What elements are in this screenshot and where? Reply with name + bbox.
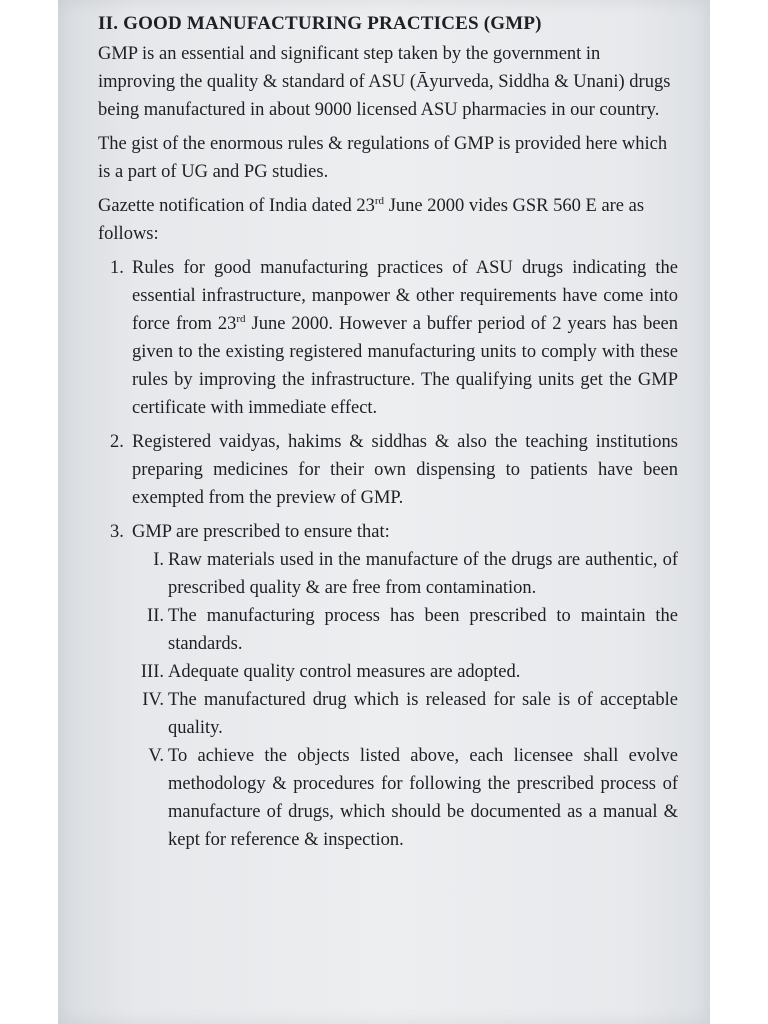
list-item-3 — [98, 518, 678, 854]
sub-item — [132, 658, 678, 686]
rules-list — [98, 254, 678, 854]
item-1-text-before: Rules for good manufacturing practices of ASU drugs indicating the essential infrastructure, manpower & other requirements have come into force from 23 — [132, 258, 678, 334]
item-1-ordinal: rd — [236, 312, 246, 325]
list-item-2 — [98, 428, 678, 512]
list-item-1 — [98, 254, 678, 422]
roman-number: IV. — [142, 690, 164, 710]
intro-paragraph-1: GMP is an essential and significant step taken by the government in improving the quality & standard of ASU (Āyurveda, Siddha & Unani) drugs being manufactured in about 9000 licensed ASU pharmacies in our country. — [98, 44, 671, 120]
sub-item — [132, 742, 678, 854]
roman-number: II. — [147, 606, 164, 626]
sub-item-text: The manufacturing process has been prescribed to maintain the standards. — [168, 606, 678, 654]
item-1-text-after: June 2000. However a buffer period of 2 years has been given to the existing registered manufacturing units to comply with these rules by improving the infrastructure. The qualifying units get the GMP certificate with immediate effect. — [132, 314, 678, 418]
book-page — [58, 0, 710, 1024]
list-number: 1. — [110, 258, 124, 278]
section-heading: II. GOOD MANUFACTURING PRACTICES (GMP) — [98, 13, 542, 34]
sub-item — [132, 686, 678, 742]
item-2-text: Registered vaidyas, hakims & siddhas & also the teaching institutions preparing medicines for their own dispensing to patients have been exempted from the preview of GMP. — [132, 432, 678, 508]
intro-paragraph-2: The gist of the enormous rules & regulations of GMP is provided here which is a part of UG and PG studies. — [98, 134, 668, 182]
roman-number: III. — [140, 662, 164, 682]
gmp-objectives-list — [132, 546, 678, 854]
sub-item — [132, 546, 678, 602]
gazette-text-after: June 2000 vides GSR 560 E are as follows: — [98, 196, 645, 244]
sub-item-text: To achieve the objects listed above, each licensee shall evolve methodology & procedures for following the prescribed process of manufacture of drugs, which should be documented as a manual & kept for reference & inspection. — [168, 746, 678, 850]
gazette-text-before: Gazette notification of India dated 23 — [98, 196, 375, 216]
gazette-paragraph — [98, 192, 678, 248]
list-number: 3. — [110, 522, 124, 542]
gazette-ordinal: rd — [374, 194, 385, 207]
roman-number: I. — [153, 550, 164, 570]
sub-item-text: Raw materials used in the manufacture of the drugs are authentic, of prescribed quality & are free from contamination. — [168, 550, 678, 598]
sub-item — [132, 602, 678, 658]
item-3-text: GMP are prescribed to ensure that: — [132, 522, 390, 542]
page-text — [98, 10, 678, 860]
list-number: 2. — [110, 432, 124, 452]
sub-item-text: The manufactured drug which is released for sale is of acceptable quality. — [168, 690, 678, 738]
sub-item-text: Adequate quality control measures are adopted. — [168, 662, 521, 682]
roman-number: V. — [148, 746, 164, 766]
